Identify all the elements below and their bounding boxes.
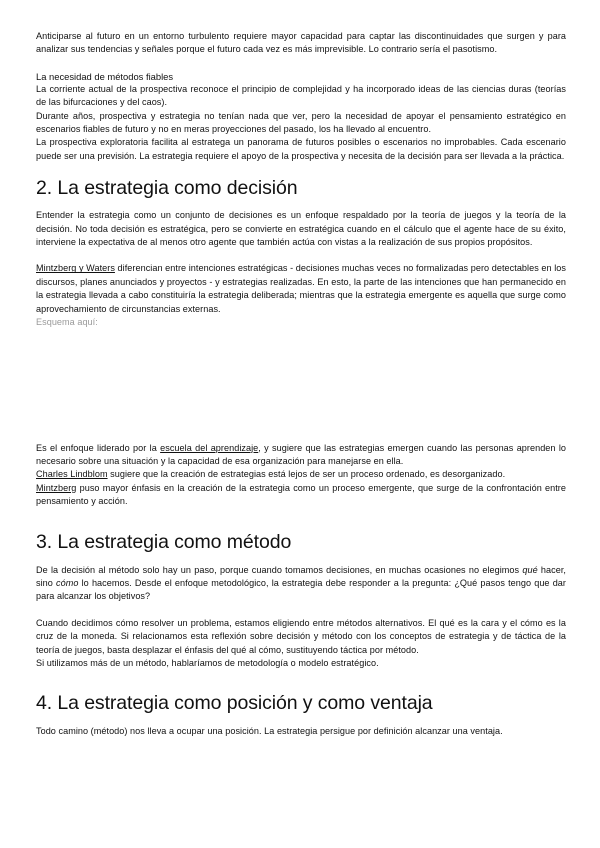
- section-title-decision: 2. La estrategia como decisión: [36, 177, 298, 200]
- paragraph-text: diferencian entre intenciones estratégicas - decisiones muchas veces no formalizadas pero detectables en los discursos, planes anunciados y proyectos - y estrategias realizadas. En esto, la parte de las intenciones que han permanecido en la estrategia llevada a cabo constituiría la estrategia deliberada; mientras que la estrategia emergente es aquella que surge como aprovechamiento de circunstancias externas.: [36, 263, 566, 314]
- paragraph: La prospectiva exploratoria facilita al estratega un panorama de futuros posibles o escenarios no improbables. Cada escenario puede ser una previsión. La estrategia requiere el apoyo de la prospectiva y necesita de la decisión para ser llevada a la práctica.: [36, 137, 566, 161]
- paragraph: Si utilizamos más de un método, hablaríamos de metodología o modelo estratégico.: [36, 657, 379, 668]
- paragraph: La corriente actual de la prospectiva reconoce el principio de complejidad y ha incorporado ideas de las ciencias duras (teorías de las bifurcaciones y del caos).: [36, 83, 566, 108]
- paragraph: Durante años, prospectiva y estrategia no tenían nada que ver, pero la necesidad de apoyar el pensamiento estratégico en escenarios fiables de futuro y no en meras proyecciones del pasado, los ha llevado al encuentro.: [36, 110, 566, 135]
- paragraph: [36, 482, 566, 509]
- link-escuela-aprendizaje[interactable]: escuela del aprendizaje: [160, 442, 259, 453]
- section-title-posicion: 4. La estrategia como posición y como ventaja: [36, 692, 433, 715]
- section-title-metodo: 3. La estrategia como método: [36, 530, 292, 553]
- section-subheading: La necesidad de métodos fiables: [36, 70, 174, 82]
- paragraph-text: De la decisión al método solo hay un paso, porque cuando tomamos decisiones, en muchas ocasiones no elegimos: [36, 564, 523, 575]
- paragraph: Cuando decidimos cómo resolver un problema, estamos eligiendo entre métodos alternativos. El qué es la cara y el cómo es la cruz de la moneda. Si relacionamos esta reflexión sobre decisión y método con los conceptos de estrategia y de táctica de la teoría de juegos, basta desplazar el énfasis del qué al cómo, sustituyendo táctica por método.: [36, 617, 566, 655]
- paragraph: [36, 564, 566, 604]
- paragraph: [36, 468, 566, 481]
- paragraph-text: lo hacemos. Desde el enfoque metodológico, la estrategia debe responder a la pregunta: ¿Qué pasos tengo que dar para alcanzar los objetivos?: [36, 577, 566, 602]
- paragraph-text: Es el enfoque liderado por la: [36, 442, 161, 453]
- emphasis-que: qué: [522, 564, 538, 575]
- paragraph-text: hacer, sino: [36, 564, 566, 588]
- link-charles-lindblom[interactable]: Charles Lindblom: [36, 469, 108, 480]
- emphasis-como: cómo: [56, 577, 79, 588]
- document-page: [36, 30, 566, 739]
- paragraph: [36, 262, 566, 316]
- paragraph-text: sugiere que la creación de estrategias está lejos de ser un proceso ordenado, es desorganizado.: [107, 469, 506, 480]
- intro-paragraph: Anticiparse al futuro en un entorno turbulento requiere mayor capacidad para captar las discontinuidades que surgen y para analizar sus tendencias y señales porque el futuro cada vez es más imprevisible. Lo contrario sería el pasotismo.: [36, 31, 566, 55]
- paragraph: [36, 442, 566, 469]
- paragraph-text: puso mayor énfasis en la creación de la estrategia como un proceso emergente, que surge de la confrontación entre pensamiento y acción.: [36, 482, 566, 507]
- link-mintzberg-waters[interactable]: Mintzberg y Waters: [36, 263, 115, 274]
- paragraph: Todo camino (método) nos lleva a ocupar una posición. La estrategia persigue por definición alcanzar una ventaja.: [36, 726, 503, 737]
- schema-label: Esquema aquí:: [36, 317, 98, 328]
- paragraph-text: , y sugiere que las estrategias emergen cuando las personas aprenden lo necesario sobre una situación y la capacidad de esa organización para manejarse en ella.: [36, 442, 566, 466]
- link-mintzberg[interactable]: Mintzberg: [36, 482, 77, 493]
- paragraph: Entender la estrategia como un conjunto de decisiones es un enfoque respaldado por la teoría de juegos y la teoría de la decisión. No toda decisión es estratégica, pero se convierte en estratégica cuando en el cálculo que el agente hace de su éxito, interviene la expectativa de al menos otro agente que también actúa con vistas a la realización de sus propios propósitos.: [36, 210, 566, 248]
- schema-placeholder: [36, 330, 566, 442]
